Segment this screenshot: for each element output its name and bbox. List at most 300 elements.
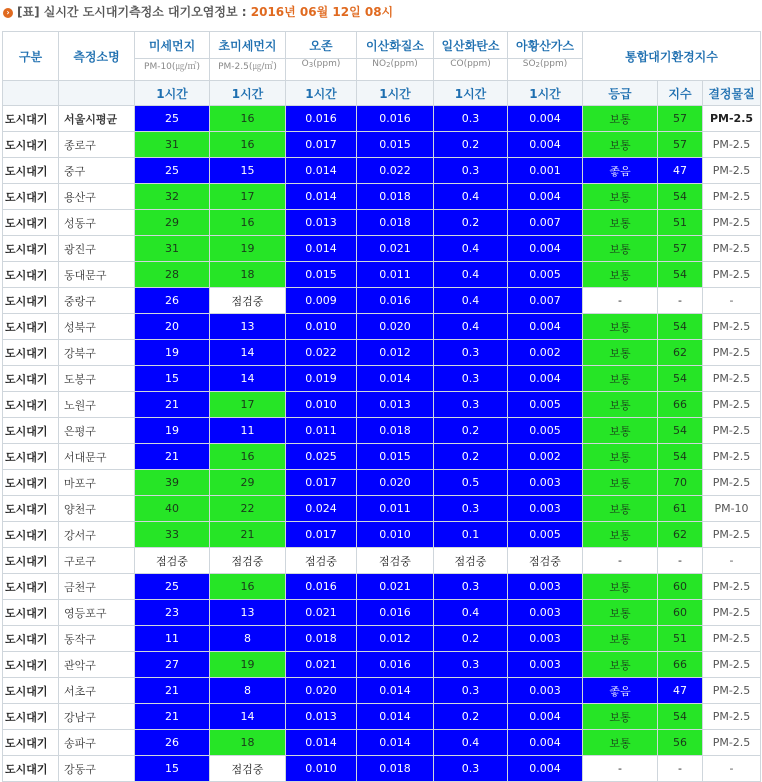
table-row <box>3 574 761 600</box>
so2-value: 0.004 <box>508 132 583 158</box>
category-cell: 도시대기 <box>3 210 59 236</box>
station-name: 강서구 <box>59 522 135 548</box>
so2-value: 0.003 <box>508 496 583 522</box>
main-pollutant-value: PM-2.5 <box>703 470 761 496</box>
table-row <box>3 236 761 262</box>
pm25-value: 17 <box>210 184 286 210</box>
category-cell: 도시대기 <box>3 548 59 574</box>
index-value: 57 <box>658 132 703 158</box>
pm10-value: 32 <box>135 184 210 210</box>
no2-value: 점검중 <box>357 548 434 574</box>
o3-value: 점검중 <box>286 548 357 574</box>
no2-value: 0.022 <box>357 158 434 184</box>
grade-value: 보통 <box>583 184 658 210</box>
main-pollutant-value: PM-2.5 <box>703 652 761 678</box>
table-row <box>3 756 761 782</box>
grade-value: 좋음 <box>583 678 658 704</box>
so2-value: 0.004 <box>508 184 583 210</box>
grade-value: 보통 <box>583 236 658 262</box>
main-pollutant-value: PM-2.5 <box>703 158 761 184</box>
pm25-value: 11 <box>210 418 286 444</box>
grade-value: 보통 <box>583 652 658 678</box>
index-value: 54 <box>658 704 703 730</box>
pm10-value: 27 <box>135 652 210 678</box>
pm10-value: 15 <box>135 756 210 782</box>
o3-value: 0.009 <box>286 288 357 314</box>
o3-value: 0.014 <box>286 158 357 184</box>
no2-value: 0.016 <box>357 600 434 626</box>
o3-value: 0.025 <box>286 444 357 470</box>
main-pollutant-value: PM-10 <box>703 496 761 522</box>
no2-value: 0.014 <box>357 678 434 704</box>
category-cell: 도시대기 <box>3 132 59 158</box>
pm25-value: 17 <box>210 392 286 418</box>
pm25-value: 점검중 <box>210 288 286 314</box>
pm10-value: 21 <box>135 704 210 730</box>
table-row <box>3 340 761 366</box>
header-category: 구분 <box>3 32 59 81</box>
index-value: 70 <box>658 470 703 496</box>
o3-value: 0.010 <box>286 314 357 340</box>
grade-value: 보통 <box>583 704 658 730</box>
table-row <box>3 210 761 236</box>
pm25-value: 16 <box>210 106 286 132</box>
main-pollutant-value: PM-2.5 <box>703 132 761 158</box>
table-row <box>3 366 761 392</box>
index-value: 51 <box>658 626 703 652</box>
index-value: 54 <box>658 184 703 210</box>
so2-value: 0.005 <box>508 418 583 444</box>
co-value: 0.5 <box>434 470 508 496</box>
co-value: 0.2 <box>434 444 508 470</box>
o3-value: 0.014 <box>286 236 357 262</box>
main-pollutant-value: PM-2.5 <box>703 730 761 756</box>
grade-value: 좋음 <box>583 158 658 184</box>
station-name: 용산구 <box>59 184 135 210</box>
index-value: 62 <box>658 522 703 548</box>
pm25-value: 13 <box>210 314 286 340</box>
o3-value: 0.019 <box>286 366 357 392</box>
pm25-value: 16 <box>210 574 286 600</box>
table-row <box>3 392 761 418</box>
category-cell: 도시대기 <box>3 418 59 444</box>
index-value: 54 <box>658 418 703 444</box>
index-value: 47 <box>658 158 703 184</box>
category-cell: 도시대기 <box>3 600 59 626</box>
grade-value: 보통 <box>583 340 658 366</box>
no2-value: 0.021 <box>357 574 434 600</box>
co-value: 0.4 <box>434 236 508 262</box>
title-text: 실시간 도시대기측정소 대기오염정보 : <box>43 5 247 19</box>
no2-value: 0.018 <box>357 184 434 210</box>
co-value: 0.3 <box>434 340 508 366</box>
co-value: 0.4 <box>434 184 508 210</box>
unit-co: CO(ppm) <box>434 59 508 81</box>
table-row <box>3 184 761 210</box>
pm25-value: 15 <box>210 158 286 184</box>
co-value: 0.4 <box>434 262 508 288</box>
category-cell: 도시대기 <box>3 678 59 704</box>
pm10-value: 19 <box>135 340 210 366</box>
grade-value: 보통 <box>583 106 658 132</box>
co-value: 0.3 <box>434 756 508 782</box>
pm25-value: 점검중 <box>210 756 286 782</box>
station-name: 중구 <box>59 158 135 184</box>
co-value: 0.3 <box>434 574 508 600</box>
subheader-grade: 등급 <box>583 81 658 106</box>
co-value: 0.3 <box>434 392 508 418</box>
unit-no2: NO2(ppm) <box>357 59 434 81</box>
pm25-value: 14 <box>210 704 286 730</box>
no2-value: 0.020 <box>357 470 434 496</box>
header-pm10: 미세먼지 <box>135 32 210 59</box>
table-row <box>3 652 761 678</box>
station-name: 성북구 <box>59 314 135 340</box>
so2-value: 0.004 <box>508 106 583 132</box>
no2-value: 0.016 <box>357 106 434 132</box>
table-row <box>3 106 761 132</box>
table-row <box>3 522 761 548</box>
category-cell: 도시대기 <box>3 522 59 548</box>
o3-value: 0.017 <box>286 132 357 158</box>
main-pollutant-value: PM-2.5 <box>703 236 761 262</box>
pm10-value: 31 <box>135 236 210 262</box>
station-name: 강동구 <box>59 756 135 782</box>
so2-value: 0.004 <box>508 366 583 392</box>
pm25-value: 14 <box>210 340 286 366</box>
subheader-hour-pm25: 1시간 <box>210 81 286 106</box>
o3-value: 0.021 <box>286 652 357 678</box>
category-cell: 도시대기 <box>3 314 59 340</box>
station-name: 도봉구 <box>59 366 135 392</box>
pm10-value: 15 <box>135 366 210 392</box>
category-cell: 도시대기 <box>3 704 59 730</box>
o3-value: 0.014 <box>286 184 357 210</box>
index-value: 62 <box>658 340 703 366</box>
grade-value: - <box>583 548 658 574</box>
grade-value: 보통 <box>583 392 658 418</box>
category-cell: 도시대기 <box>3 730 59 756</box>
o3-value: 0.010 <box>286 392 357 418</box>
o3-value: 0.020 <box>286 678 357 704</box>
index-value: 61 <box>658 496 703 522</box>
main-pollutant-value: PM-2.5 <box>703 314 761 340</box>
category-cell: 도시대기 <box>3 366 59 392</box>
co-value: 0.2 <box>434 132 508 158</box>
pm25-value: 29 <box>210 470 286 496</box>
so2-value: 0.005 <box>508 522 583 548</box>
main-pollutant-value: PM-2.5 <box>703 522 761 548</box>
co-value: 0.4 <box>434 314 508 340</box>
grade-value: - <box>583 756 658 782</box>
no2-value: 0.015 <box>357 444 434 470</box>
so2-value: 0.004 <box>508 730 583 756</box>
so2-value: 점검중 <box>508 548 583 574</box>
no2-value: 0.014 <box>357 730 434 756</box>
main-pollutant-value: PM-2.5 <box>703 444 761 470</box>
table-row <box>3 626 761 652</box>
category-cell: 도시대기 <box>3 184 59 210</box>
so2-value: 0.003 <box>508 678 583 704</box>
header-o3: 오존 <box>286 32 357 59</box>
page-title <box>3 1 393 23</box>
table-row <box>3 600 761 626</box>
grade-value: 보통 <box>583 262 658 288</box>
so2-value: 0.003 <box>508 626 583 652</box>
station-name: 노원구 <box>59 392 135 418</box>
no2-value: 0.015 <box>357 132 434 158</box>
grade-value: 보통 <box>583 600 658 626</box>
category-cell: 도시대기 <box>3 574 59 600</box>
co-value: 0.3 <box>434 652 508 678</box>
main-pollutant-value: PM-2.5 <box>703 600 761 626</box>
co-value: 0.4 <box>434 600 508 626</box>
pm25-value: 18 <box>210 262 286 288</box>
pm25-value: 19 <box>210 236 286 262</box>
pm10-value: 39 <box>135 470 210 496</box>
so2-value: 0.001 <box>508 158 583 184</box>
grade-value: 보통 <box>583 574 658 600</box>
pm10-value: 40 <box>135 496 210 522</box>
category-cell: 도시대기 <box>3 756 59 782</box>
pm10-value: 29 <box>135 210 210 236</box>
no2-value: 0.011 <box>357 262 434 288</box>
category-cell: 도시대기 <box>3 158 59 184</box>
grade-value: 보통 <box>583 210 658 236</box>
pm10-value: 28 <box>135 262 210 288</box>
header-no2: 이산화질소 <box>357 32 434 59</box>
so2-value: 0.004 <box>508 704 583 730</box>
bullet-arrow-icon: › <box>3 8 13 18</box>
grade-value: 보통 <box>583 730 658 756</box>
index-value: 66 <box>658 652 703 678</box>
index-value: - <box>658 756 703 782</box>
category-cell: 도시대기 <box>3 496 59 522</box>
index-value: 47 <box>658 678 703 704</box>
co-value: 0.1 <box>434 522 508 548</box>
pm10-value: 23 <box>135 600 210 626</box>
main-pollutant-value: PM-2.5 <box>703 366 761 392</box>
category-cell: 도시대기 <box>3 392 59 418</box>
station-name: 은평구 <box>59 418 135 444</box>
index-value: 54 <box>658 262 703 288</box>
index-value: 57 <box>658 236 703 262</box>
pm10-value: 21 <box>135 444 210 470</box>
main-pollutant-value: PM-2.5 <box>703 704 761 730</box>
station-name: 서초구 <box>59 678 135 704</box>
so2-value: 0.003 <box>508 600 583 626</box>
no2-value: 0.016 <box>357 652 434 678</box>
so2-value: 0.003 <box>508 574 583 600</box>
no2-value: 0.011 <box>357 496 434 522</box>
subheader-empty <box>3 81 59 106</box>
no2-value: 0.020 <box>357 314 434 340</box>
station-name: 강남구 <box>59 704 135 730</box>
table-row <box>3 132 761 158</box>
pm10-value: 31 <box>135 132 210 158</box>
table-row <box>3 262 761 288</box>
pm25-value: 18 <box>210 730 286 756</box>
pm25-value: 16 <box>210 210 286 236</box>
station-name: 금천구 <box>59 574 135 600</box>
o3-value: 0.016 <box>286 106 357 132</box>
station-name: 광진구 <box>59 236 135 262</box>
so2-value: 0.007 <box>508 210 583 236</box>
co-value: 점검중 <box>434 548 508 574</box>
o3-value: 0.013 <box>286 704 357 730</box>
unit-pm25: PM-2.5(㎍/㎥) <box>210 59 286 81</box>
grade-value: 보통 <box>583 626 658 652</box>
co-value: 0.2 <box>434 704 508 730</box>
co-value: 0.3 <box>434 678 508 704</box>
subheader-hour-no2: 1시간 <box>357 81 434 106</box>
o3-value: 0.015 <box>286 262 357 288</box>
no2-value: 0.013 <box>357 392 434 418</box>
main-pollutant-value: PM-2.5 <box>703 574 761 600</box>
subheader-hour-o3: 1시간 <box>286 81 357 106</box>
index-value: 66 <box>658 392 703 418</box>
station-name: 동작구 <box>59 626 135 652</box>
pm10-value: 26 <box>135 288 210 314</box>
pm10-value: 25 <box>135 158 210 184</box>
index-value: 57 <box>658 106 703 132</box>
index-value: 60 <box>658 574 703 600</box>
station-name: 관악구 <box>59 652 135 678</box>
table-row <box>3 314 761 340</box>
o3-value: 0.010 <box>286 756 357 782</box>
table-row <box>3 444 761 470</box>
station-name: 마포구 <box>59 470 135 496</box>
no2-value: 0.012 <box>357 340 434 366</box>
so2-value: 0.004 <box>508 756 583 782</box>
main-pollutant-value: PM-2.5 <box>703 392 761 418</box>
main-pollutant-value: PM-2.5 <box>703 106 761 132</box>
no2-value: 0.018 <box>357 756 434 782</box>
header-so2: 아황산가스 <box>508 32 583 59</box>
table-row <box>3 704 761 730</box>
index-value: - <box>658 548 703 574</box>
co-value: 0.2 <box>434 210 508 236</box>
main-pollutant-value: PM-2.5 <box>703 418 761 444</box>
o3-value: 0.024 <box>286 496 357 522</box>
co-value: 0.3 <box>434 158 508 184</box>
air-quality-table <box>2 31 761 782</box>
pm25-value: 19 <box>210 652 286 678</box>
pm10-value: 19 <box>135 418 210 444</box>
o3-value: 0.013 <box>286 210 357 236</box>
no2-value: 0.016 <box>357 288 434 314</box>
grade-value: 보통 <box>583 522 658 548</box>
station-name: 종로구 <box>59 132 135 158</box>
grade-value: 보통 <box>583 496 658 522</box>
unit-so2: SO2(ppm) <box>508 59 583 81</box>
main-pollutant-value: PM-2.5 <box>703 340 761 366</box>
table-row <box>3 678 761 704</box>
pm10-value: 33 <box>135 522 210 548</box>
table-row <box>3 288 761 314</box>
index-value: - <box>658 288 703 314</box>
pm10-value: 점검중 <box>135 548 210 574</box>
no2-value: 0.018 <box>357 210 434 236</box>
main-pollutant-value: PM-2.5 <box>703 626 761 652</box>
co-value: 0.2 <box>434 626 508 652</box>
pm10-value: 25 <box>135 106 210 132</box>
subheader-hour-pm10: 1시간 <box>135 81 210 106</box>
so2-value: 0.002 <box>508 340 583 366</box>
title-tag: [표] <box>17 5 40 19</box>
unit-pm10: PM-10(㎍/㎥) <box>135 59 210 81</box>
o3-value: 0.011 <box>286 418 357 444</box>
grade-value: 보통 <box>583 314 658 340</box>
pm10-value: 21 <box>135 678 210 704</box>
station-name: 성동구 <box>59 210 135 236</box>
grade-value: 보통 <box>583 366 658 392</box>
no2-value: 0.012 <box>357 626 434 652</box>
category-cell: 도시대기 <box>3 444 59 470</box>
so2-value: 0.004 <box>508 314 583 340</box>
no2-value: 0.018 <box>357 418 434 444</box>
so2-value: 0.003 <box>508 470 583 496</box>
pm25-value: 16 <box>210 132 286 158</box>
pm25-value: 16 <box>210 444 286 470</box>
no2-value: 0.010 <box>357 522 434 548</box>
header-co: 일산화탄소 <box>434 32 508 59</box>
so2-value: 0.007 <box>508 288 583 314</box>
subheader-index: 지수 <box>658 81 703 106</box>
category-cell: 도시대기 <box>3 340 59 366</box>
category-cell: 도시대기 <box>3 288 59 314</box>
subheader-hour-so2: 1시간 <box>508 81 583 106</box>
main-pollutant-value: PM-2.5 <box>703 184 761 210</box>
main-pollutant-value: - <box>703 756 761 782</box>
pm10-value: 21 <box>135 392 210 418</box>
pm10-value: 20 <box>135 314 210 340</box>
station-name: 서대문구 <box>59 444 135 470</box>
pm25-value: 8 <box>210 626 286 652</box>
pm25-value: 13 <box>210 600 286 626</box>
header-cai: 통합대기환경지수 <box>583 32 761 81</box>
station-name: 강북구 <box>59 340 135 366</box>
table-row <box>3 548 761 574</box>
o3-value: 0.014 <box>286 730 357 756</box>
table-row <box>3 730 761 756</box>
main-pollutant-value: - <box>703 548 761 574</box>
table-row <box>3 496 761 522</box>
no2-value: 0.014 <box>357 704 434 730</box>
so2-value: 0.003 <box>508 652 583 678</box>
main-pollutant-value: PM-2.5 <box>703 262 761 288</box>
header-station: 측정소명 <box>59 32 135 81</box>
grade-value: 보통 <box>583 444 658 470</box>
station-name: 양천구 <box>59 496 135 522</box>
pm25-value: 점검중 <box>210 548 286 574</box>
category-cell: 도시대기 <box>3 106 59 132</box>
co-value: 0.3 <box>434 366 508 392</box>
index-value: 51 <box>658 210 703 236</box>
index-value: 54 <box>658 314 703 340</box>
table-body <box>3 106 761 782</box>
main-pollutant-value: PM-2.5 <box>703 210 761 236</box>
main-pollutant-value: PM-2.5 <box>703 678 761 704</box>
so2-value: 0.002 <box>508 444 583 470</box>
table-row <box>3 470 761 496</box>
so2-value: 0.004 <box>508 236 583 262</box>
so2-value: 0.005 <box>508 392 583 418</box>
subheader-hour-co: 1시간 <box>434 81 508 106</box>
category-cell: 도시대기 <box>3 652 59 678</box>
category-cell: 도시대기 <box>3 236 59 262</box>
co-value: 0.4 <box>434 730 508 756</box>
